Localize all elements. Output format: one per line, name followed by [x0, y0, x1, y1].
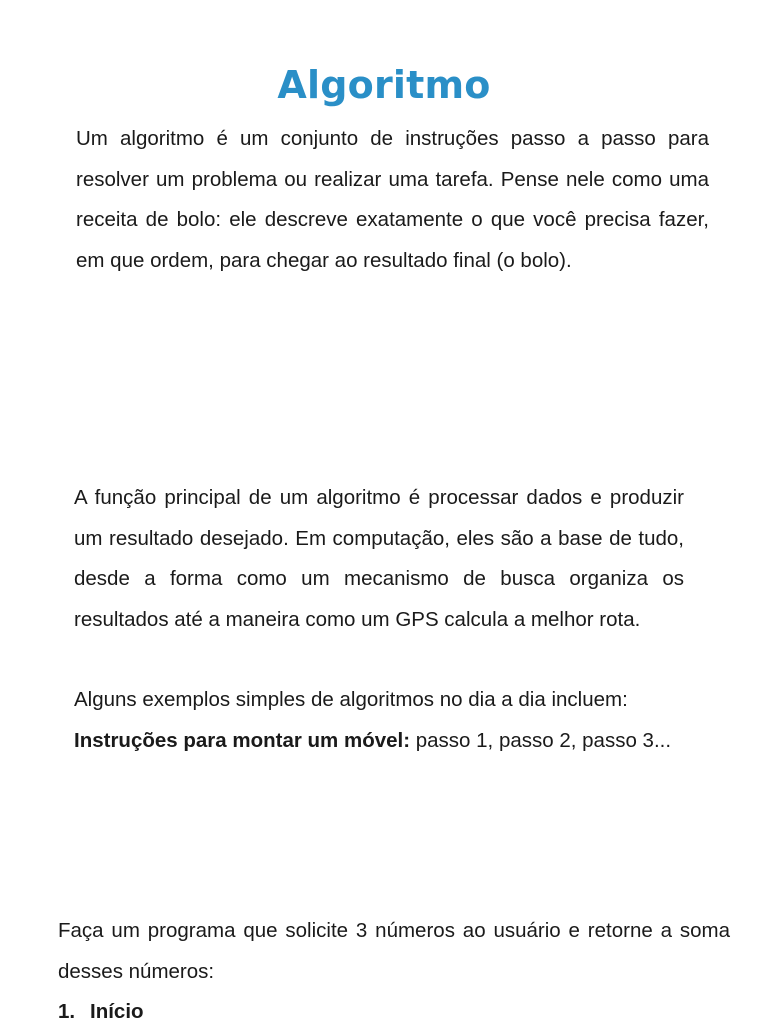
step-list-item [58, 992, 144, 1032]
example-item [74, 721, 684, 762]
intro-paragraph: Um algoritmo é um conjunto de instruções passo a passo para resolver um problema ou realizar uma tarefa. Pense nele como uma receita de bolo: ele descreve exatamente o que você precisa fazer, em que ordem, para chegar ao resultado final (o bolo). [76, 127, 709, 272]
exercise-paragraph: Faça um programa que solicite 3 números ao usuário e retorne a soma desses números: [58, 919, 730, 983]
function-paragraph: A função principal de um algoritmo é processar dados e produzir um resultado desejado. Em computação, eles são a base de tudo, desde a forma como um mecanismo de busca organiza os resultados até a maneira como um GPS calcula a melhor rota. [74, 486, 684, 631]
example-text: passo 1, passo 2, passo 3... [410, 729, 672, 752]
examples-intro: Alguns exemplos simples de algoritmos no dia a dia incluem: [74, 688, 628, 711]
step-label: Início [90, 1000, 144, 1023]
step-number: 1. [58, 1000, 76, 1023]
example-label: Instruções para montar um móvel: [74, 729, 411, 752]
page-title: Algoritmo [277, 63, 491, 108]
